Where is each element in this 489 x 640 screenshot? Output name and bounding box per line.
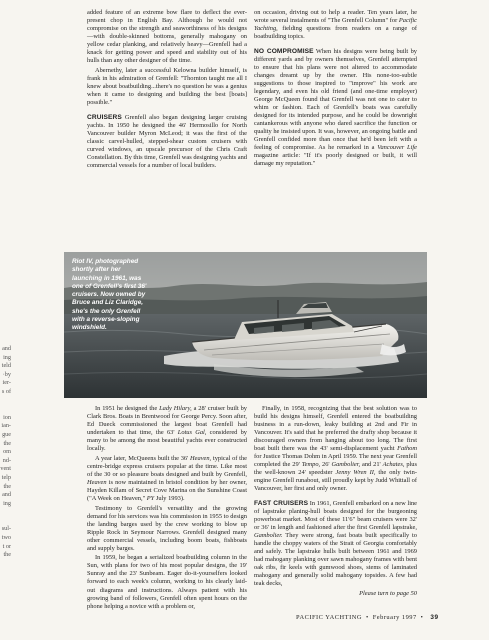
- caption-title: Riot IV,: [72, 258, 94, 265]
- paragraph-text: on occasion, driving out to help a reader. Ten years later, he wrote several instalments of "The Grenfell Column" for: [254, 9, 417, 25]
- gutter-fragment: the: [3, 551, 11, 559]
- gutter-fragment: nd-: [2, 456, 11, 464]
- paragraph: [87, 405, 247, 453]
- section-heading-fast-cruisers: FAST CRUISERS: [254, 500, 309, 508]
- paragraph: [87, 114, 247, 170]
- facing-page-edge: [0, 345, 11, 590]
- paragraph: In 1959, he began a serialized boatbuilding column in the Sun, with plans for two of his most popular designs, the 19' Sunray and the 23' Sunbeam. Eager do-it-yourselfers looked forward to each week's column, working to his clearly laid-out diagrams and instructions. Always patient with his growing band of followers, Grenfell often spent hours on the phone helping a novice with a problem or,: [87, 554, 247, 610]
- gutter-fragment: ier-: [2, 379, 11, 387]
- paragraph-text: A year later, McQueens built the 36': [95, 454, 191, 462]
- paragraph: Abernethy, later a successful Kelowna builder himself, is frank in his admiration of Grenfell: "Thornton taught me all I knew about boatbuilding...there's no question he was a genius when it came to designing and building the best [boats] possible.": [87, 66, 247, 107]
- gutter-fragment: ing: [3, 499, 11, 507]
- gutter-fragment: two: [1, 534, 11, 542]
- section-heading-no-compromise: NO COMPROMISE: [254, 47, 314, 55]
- gutter-fragment: om: [3, 448, 11, 456]
- gutter-fragment: ian-: [1, 422, 11, 430]
- paragraph-text: plus the well-known 24' speedster: [254, 461, 417, 477]
- italic-text: PY: [146, 495, 155, 503]
- gutter-fragment: vent: [0, 465, 11, 473]
- paragraph: Testimony to Grenfell's versatility and the growing demand for his services was his commission in 1955 to design the landing barges used by the crew working to blow up Ripple Rock in Seymour Narrows. Grenfell designed many other commercial vessels, including boom boats, fishboats and supply barges.: [87, 504, 247, 552]
- paragraph-text: is now maintained in bristol condition by her owner, Hayden Killam of Secret Cove Marina on the Sunshine Coast ("A Week on Heaven,": [87, 478, 247, 503]
- italic-text: Heaven,: [190, 454, 212, 462]
- gutter-fragment: ·by: [2, 370, 11, 378]
- section-heading-cruisers: CRUISERS: [87, 113, 122, 121]
- paragraph: [254, 48, 417, 169]
- column-top-right: [254, 9, 417, 170]
- paragraph: added feature of an extreme bow flare to deflect the ever-present chop in English Bay. Although he would not compromise on the strength and seaworthiness of his designs—with double-skinned bottoms, generally mahogany on yellow cedar planking, and relatively heavy—Grenfell had a knack for getting power and speed and stability out of his hulls than any other designer of the time.: [87, 9, 247, 65]
- page-number: 39: [430, 614, 439, 621]
- paragraph-text: Grenfell also began designing larger cruising yachts. In 1950 he designed the 46' Hermosillo for North Vancouver builder Myron McLeod; it was the first of the classic carvel-hulled, stepped-shear custom cruisers with curved windows, an upscale precursor of the Chris Craft Constellation. By this time, Grenfell was designing yachts and commercial vessels for a number of local builders.: [87, 113, 247, 169]
- column-bottom-left: [87, 405, 247, 612]
- italic-text: Lady Hilary,: [159, 405, 192, 412]
- italic-text: Heaven: [87, 478, 107, 486]
- caption-text: photographed shortly after her launching in 1961, was one of Grenfell's first 36' cruisers. Now owned by Bruce and Liz Claridge, she's the only Grenfell with a reverse-sloping windshield.: [72, 258, 147, 332]
- gutter-fragment: ing: [3, 353, 11, 361]
- paragraph: [254, 9, 417, 41]
- page-footer: [296, 614, 439, 621]
- gutter-fragment: and: [2, 345, 11, 352]
- paragraph-text: In 1961, Grenfell embarked on a new line of lapstrake planing-hull boats designed for the burgeoning powerboat market. Most of these 11'6" beam cruisers were 32' or 36' in length and fashioned after the first Grenfell lapstrake,: [254, 500, 417, 532]
- gutter-fragment: teld: [1, 362, 11, 370]
- gutter-fragment: [0, 517, 11, 526]
- gutter-fragment: [0, 397, 11, 406]
- gutter-fragment: [0, 508, 11, 517]
- gutter-fragment: t or: [2, 542, 11, 550]
- paragraph-text: for Justice Thomas Dohm in April 1959. The next year Grenfell completed the 29': [254, 453, 417, 469]
- gutter-fragment: the: [3, 439, 11, 447]
- italic-text: Lotus Gal,: [177, 429, 207, 437]
- gutter-fragment: telp: [1, 473, 11, 481]
- gutter-fragment: [0, 405, 11, 414]
- italic-text: Gambolier,: [331, 461, 361, 469]
- paragraph-text: In 1951 he designed the: [95, 405, 160, 412]
- issue-date: February 1997: [372, 614, 417, 621]
- paragraph-text: fielding questions from readers on a range of boatbuilding topics.: [254, 25, 417, 41]
- gutter-fragment: ion: [3, 413, 11, 421]
- paragraph-text: considered by many to be among the most beautiful yachts ever constructed locally.: [87, 429, 247, 453]
- gutter-fragment: sul-: [1, 525, 11, 533]
- gutter-fragment: gue: [2, 430, 11, 438]
- italic-text: Gambolier.: [254, 532, 283, 540]
- paragraph-text: and 21': [360, 461, 383, 469]
- paragraph-text: Finally, in 1958, recognizing that the best solution was to build his designs himself, Grenfell entered the boatbuilding business in a run-down, leaky building at 2nd and Fir in Vancouver. It's said that he preferred the drafty shop because it discouraged owners from hanging about too long. The first boat built there was the 43' semi-displacement yacht: [254, 405, 417, 453]
- italic-text: Pacific Yachting,: [254, 17, 417, 33]
- paragraph: [254, 500, 417, 589]
- paragraph: [87, 455, 247, 503]
- paragraph-text: July 1993).: [154, 495, 185, 503]
- paragraph: [254, 405, 417, 494]
- column-top-left: [87, 9, 247, 171]
- bullet-separator: •: [365, 614, 369, 621]
- paragraph-text: 26': [320, 461, 332, 469]
- italic-text: Fathom: [397, 445, 417, 453]
- paragraph-text: the only twin-engine Grenfell runabout, still proudly kept by Judd Whittall of Vancouver, her first and only owner.: [254, 469, 418, 493]
- italic-text: Achates,: [382, 461, 405, 469]
- paragraph-text: When his designs were being built by different yards and by owners themselves, Grenfell attempted to ensure that his plans were not altered to accommodate changes dreamt up by the owner. His none-too-subtle suggestions to those inspired to "improve" his work are legendary, and even his old friend (and one-time employer) George McQueen found that Grenfell was not one to cater to whim or fashion. Each of Grenfell's boats was carefully designed for its intended purpose, and he could be downright cantankerous with anyone who dared sacrifice the function or quality he insisted upon. It was, however, an ongoing battle and Grenfell confided more than once that he'd been left with a feeling of compromise. As he remarked in a: [254, 47, 417, 152]
- italic-text: Tempo,: [301, 461, 321, 469]
- gutter-fragment: the: [3, 482, 11, 490]
- bullet-separator: •: [420, 614, 424, 621]
- paragraph-text: magazine article: "If it's poorly designed or built, it will damage my reputation.": [254, 152, 417, 168]
- paragraph-text: typical of the centre-bridge express cruisers popular at the time. Like most of the 30 or so pleasure boats designed and built by Grenfell,: [87, 454, 247, 478]
- italic-text: Jenny Wren II,: [335, 469, 376, 477]
- gutter-fragment: and: [2, 491, 11, 499]
- column-bottom-right: [254, 405, 417, 600]
- magazine-name: PACIFIC YACHTING: [296, 614, 362, 621]
- paragraph-text: They were strong, fast boats built specifically to handle the choppy waters of the Strait of Georgia comfortably and safely. The lapstrake hulls built between 1961 and 1969 had mahogany planking over sawn mahogany frames with bent oak ribs, fir keels with gumwood shoes, stems of laminated mahogany and generally solid mahogany topsides. A few had teak decks,: [254, 532, 417, 588]
- paragraph-text: a 28' cruiser built by Clark Bros. Boats in Brentwood for George Percy. Soon after, Ed Dueck commissioned the largest boat Grenfell had undertaken to that time, the 63': [87, 405, 247, 437]
- italic-text: Vancouver Life: [377, 144, 417, 152]
- continued-note: Please turn to page 50: [359, 590, 417, 598]
- gutter-fragment: s of: [1, 387, 11, 395]
- photo-caption: [72, 258, 150, 333]
